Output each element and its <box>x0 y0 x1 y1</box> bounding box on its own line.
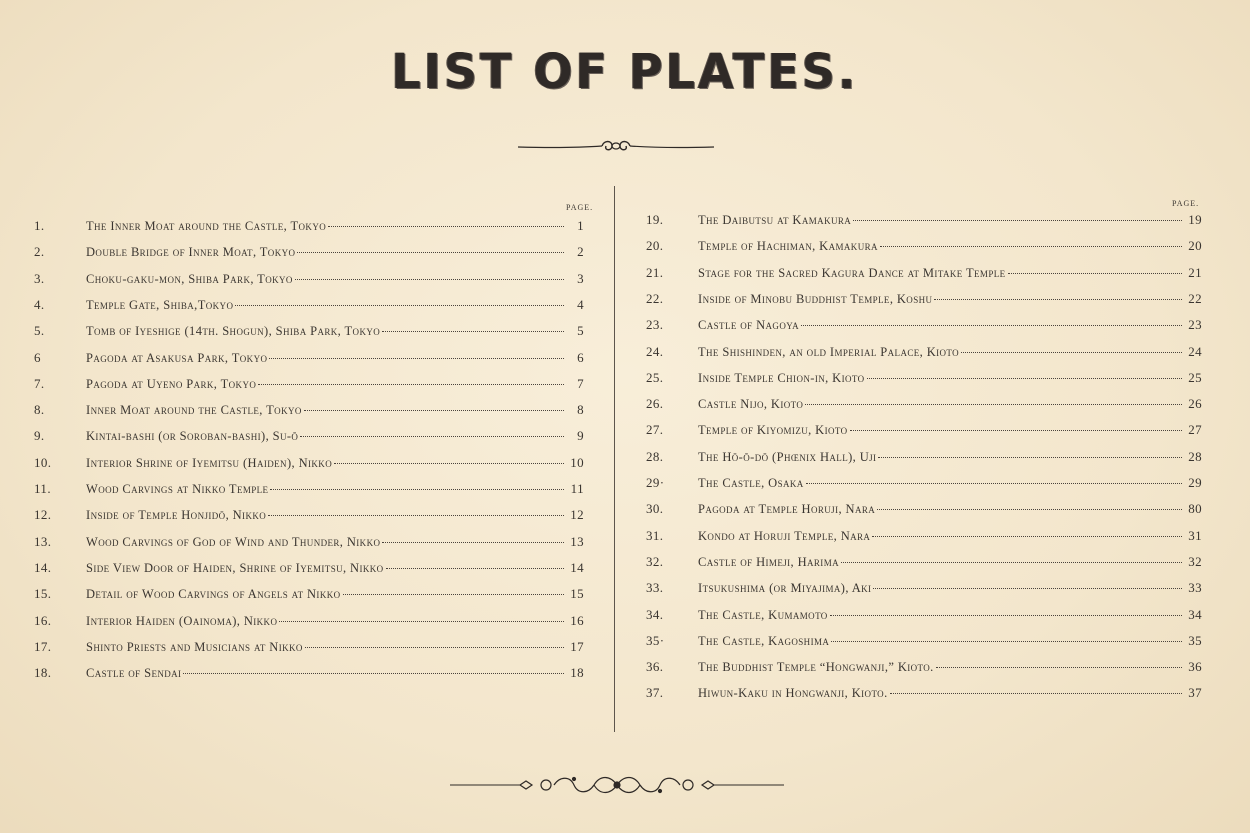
plate-number: 16. <box>34 612 52 628</box>
dotted-leader <box>880 246 1182 247</box>
plate-entry <box>34 481 584 501</box>
dotted-leader <box>300 436 564 437</box>
plate-title: Pagoda at Asakusa Park, Tokyo <box>86 350 268 365</box>
dotted-leader <box>877 509 1182 510</box>
plate-entry <box>646 317 1202 337</box>
plate-page-number: 26 <box>1188 396 1202 412</box>
dotted-leader <box>801 325 1182 326</box>
plate-number: 34. <box>646 606 664 622</box>
dotted-leader <box>853 220 1182 221</box>
plate-title: Double Bridge of Inner Moat, Tokyo <box>86 245 296 260</box>
plate-title: The Castle, Kagoshima <box>698 633 830 648</box>
plate-title: Interior Shrine of Iyemitsu (Haiden), Nikko <box>86 455 333 470</box>
dotted-leader <box>1008 273 1182 274</box>
plate-number: 5. <box>34 323 45 339</box>
dotted-leader <box>890 693 1182 694</box>
dotted-leader <box>873 588 1182 589</box>
plate-page-number: 31 <box>1188 527 1202 543</box>
plate-page-number: 9 <box>577 428 584 444</box>
plate-page-number: 80 <box>1188 501 1202 517</box>
plate-number: 21. <box>646 264 664 280</box>
plate-entry <box>34 534 584 554</box>
dotted-leader <box>183 673 564 674</box>
plate-entry <box>34 218 584 238</box>
plate-entry <box>34 665 584 685</box>
plate-page-number: 4 <box>577 296 584 312</box>
plate-entry <box>34 428 584 448</box>
plate-number: 23. <box>646 317 664 333</box>
plate-entry <box>646 528 1202 548</box>
plate-number: 18. <box>34 665 52 681</box>
dotted-leader <box>258 384 564 385</box>
plate-entry <box>34 613 584 633</box>
plate-number: 31. <box>646 527 664 543</box>
plate-number: 28. <box>646 448 664 464</box>
dotted-leader <box>328 226 564 227</box>
plate-title: The Castle, Kumamoto <box>698 607 828 622</box>
plate-title: Temple of Kiyomizu, Kioto <box>698 423 848 438</box>
dotted-leader <box>386 568 564 569</box>
plate-number: 13. <box>34 533 52 549</box>
plate-page-number: 29 <box>1188 475 1202 490</box>
dotted-leader <box>304 410 564 411</box>
plate-page-number: 36 <box>1188 659 1202 675</box>
plate-entry <box>646 291 1202 311</box>
plate-title: Temple Gate, Shiba,Tokyo <box>86 297 234 312</box>
dotted-leader <box>850 430 1182 431</box>
plate-title: Inside of Minobu Buddhist Temple, Koshu <box>698 291 933 306</box>
plate-page-number: 14 <box>570 559 584 575</box>
plate-number: 37. <box>646 685 664 701</box>
plate-title: Itsukushima (or Miyajima), Aki <box>698 581 872 596</box>
plate-title: Hiwun-Kaku in Hongwanji, Kioto. <box>698 686 888 701</box>
plate-number: 26. <box>646 396 664 412</box>
plate-entry <box>34 455 584 475</box>
dotted-leader <box>382 331 564 332</box>
plate-title: Interior Haiden (Oainoma), Nikko <box>86 613 278 628</box>
plate-page-number: 18 <box>570 665 584 681</box>
plate-entry <box>646 607 1202 627</box>
plate-title: Temple of Hachiman, Kamakura <box>698 239 878 254</box>
plate-page-number: 2 <box>577 244 584 260</box>
plate-number: 35· <box>646 632 665 648</box>
plate-number: 32. <box>646 553 664 569</box>
dotted-leader <box>268 515 564 516</box>
plate-number: 4. <box>34 296 45 312</box>
plate-title: Wood Carvings of God of Wind and Thunder, Nikko <box>86 534 381 549</box>
plate-page-number: 19 <box>1188 212 1202 227</box>
plate-page-number: 22 <box>1188 290 1202 306</box>
dotted-leader <box>961 352 1182 353</box>
column-divider <box>614 186 615 732</box>
dotted-leader <box>295 279 564 280</box>
plate-page-number: 23 <box>1188 317 1202 333</box>
plate-entry <box>34 350 584 370</box>
plate-page-number: 15 <box>570 586 584 602</box>
plate-title: The Shishinden, an old Imperial Palace, Kioto <box>698 344 960 359</box>
dotted-leader <box>235 305 564 306</box>
dotted-leader <box>936 667 1182 668</box>
plate-number: 24. <box>646 343 664 359</box>
dotted-leader <box>805 404 1182 405</box>
plate-number: 10. <box>34 454 52 470</box>
plate-page-number: 33 <box>1188 580 1202 596</box>
plate-entry <box>646 501 1202 521</box>
plate-page-number: 24 <box>1188 343 1202 359</box>
dotted-leader <box>934 299 1182 300</box>
plate-page-number: 37 <box>1188 685 1202 701</box>
plate-title: Castle of Sendai <box>86 666 182 681</box>
plate-title: The Buddhist Temple “Hongwanji,” Kioto. <box>698 660 934 675</box>
plate-entry <box>34 297 584 317</box>
plate-title: Inside of Temple Honjidō, Nikko <box>86 508 267 523</box>
plate-page-number: 16 <box>570 612 584 628</box>
plate-number: 19. <box>646 212 664 227</box>
plate-title: The Daibutsu at Kamakura <box>698 213 852 227</box>
flourish-ornament-icon <box>518 138 714 154</box>
plate-entry <box>646 370 1202 390</box>
plate-page-number: 32 <box>1188 553 1202 569</box>
plate-number: 20. <box>646 238 664 254</box>
dotted-leader <box>334 463 564 464</box>
plate-entry <box>646 475 1202 495</box>
plate-number: 22. <box>646 290 664 306</box>
plate-number: 33. <box>646 580 664 596</box>
plate-page-number: 8 <box>577 402 584 418</box>
plate-page-number: 5 <box>577 323 584 339</box>
plate-number: 11. <box>34 481 51 496</box>
plate-entry <box>34 586 584 606</box>
plate-page-number: 28 <box>1188 448 1202 464</box>
plate-title: Kondo at Horuji Temple, Nara <box>698 528 871 543</box>
dotted-leader <box>270 489 564 490</box>
plate-entry <box>34 271 584 291</box>
plate-title: The Castle, Osaka <box>698 476 804 490</box>
dotted-leader <box>867 378 1182 379</box>
plate-number: 30. <box>646 501 664 517</box>
plate-number: 29· <box>646 475 665 490</box>
plate-entry <box>646 265 1202 285</box>
dotted-leader <box>831 641 1182 642</box>
plate-entry <box>646 580 1202 600</box>
page-column-header-left: PAGE. <box>566 203 594 212</box>
dotted-leader <box>841 562 1182 563</box>
plate-entry <box>34 639 584 659</box>
plate-number: 6 <box>34 349 41 365</box>
plate-page-number: 11 <box>570 481 584 496</box>
plate-entry <box>34 244 584 264</box>
plate-title: Choku-gaku-mon, Shiba Park, Tokyo <box>86 271 293 286</box>
plate-number: 9. <box>34 428 45 444</box>
plate-number: 14. <box>34 559 52 575</box>
plate-page-number: 12 <box>570 507 584 523</box>
plate-page-number: 34 <box>1188 606 1202 622</box>
plate-number: 36. <box>646 659 664 675</box>
page-column-header-right: PAGE. <box>1172 199 1200 208</box>
plate-entry <box>34 507 584 527</box>
plate-entry <box>646 212 1202 232</box>
plate-page-number: 7 <box>577 375 584 391</box>
dotted-leader <box>297 252 564 253</box>
plate-entry <box>34 323 584 343</box>
plate-page-number: 13 <box>570 533 584 549</box>
dotted-leader <box>305 647 564 648</box>
plate-entry <box>646 685 1202 705</box>
plate-page-number: 10 <box>570 454 584 470</box>
plate-title: Castle of Himeji, Harima <box>698 554 839 569</box>
plate-entry <box>646 396 1202 416</box>
plate-entry <box>646 659 1202 679</box>
plate-title: Castle of Nagoya <box>698 318 800 333</box>
plate-title: The Hō-ō-dō (Phœnix Hall), Uji <box>698 449 877 464</box>
plate-title: Side View Door of Haiden, Shrine of Iyemitsu, Nikko <box>86 560 384 575</box>
plate-number: 3. <box>34 270 45 286</box>
plate-page-number: 20 <box>1188 238 1202 254</box>
plate-title: Inner Moat around the Castle, Tokyo <box>86 403 302 418</box>
plate-title: Inside Temple Chion-in, Kioto <box>698 370 865 385</box>
plate-number: 17. <box>34 638 52 654</box>
page-title: LIST OF PLATES. <box>391 42 859 100</box>
plate-title: Pagoda at Uyeno Park, Tokyo <box>86 376 257 391</box>
plate-number: 27. <box>646 422 664 438</box>
dotted-leader <box>830 615 1182 616</box>
plate-number: 12. <box>34 507 52 523</box>
dotted-leader <box>806 483 1182 484</box>
plate-entry <box>646 344 1202 364</box>
plate-number: 7. <box>34 375 45 391</box>
plate-title: Castle Nijo, Kioto <box>698 397 804 412</box>
plate-title: Detail of Wood Carvings of Angels at Nikko <box>86 587 341 602</box>
plate-number: 8. <box>34 402 45 418</box>
plate-entry <box>646 422 1202 442</box>
plate-entry <box>34 376 584 396</box>
plate-title: Pagoda at Temple Horuji, Nara <box>698 502 876 517</box>
decorative-border-ornament-icon <box>450 772 784 798</box>
plate-entry <box>646 238 1202 258</box>
dotted-leader <box>343 594 564 595</box>
plate-entry <box>646 633 1202 653</box>
plate-entry <box>34 560 584 580</box>
dotted-leader <box>872 536 1182 537</box>
plate-entry <box>646 554 1202 574</box>
plate-number: 15. <box>34 586 52 602</box>
plate-page-number: 27 <box>1188 422 1202 438</box>
plate-title: Stage for the Sacred Kagura Dance at Mitake Temple <box>698 265 1006 280</box>
plate-title: Kintai-bashi (or Soroban-bashi), Su-ō <box>86 429 299 444</box>
plate-number: 25. <box>646 369 664 385</box>
plate-page-number: 17 <box>570 638 584 654</box>
plate-page-number: 25 <box>1188 369 1202 385</box>
dotted-leader <box>878 457 1182 458</box>
plate-title: Wood Carvings at Nikko Temple <box>86 482 269 496</box>
plate-title: Shinto Priests and Musicians at Nikko <box>86 639 303 654</box>
plate-page-number: 3 <box>577 270 584 286</box>
plate-entry <box>646 449 1202 469</box>
plate-page-number: 1 <box>577 218 584 233</box>
plate-page-number: 6 <box>577 349 584 365</box>
dotted-leader <box>279 621 564 622</box>
plate-title: Tomb of Iyeshige (14th. Shogun), Shiba Park, Tokyo <box>86 324 381 339</box>
dotted-leader <box>269 358 564 359</box>
plate-entry <box>34 402 584 422</box>
dotted-leader <box>382 542 564 543</box>
plate-number: 1. <box>34 218 45 233</box>
plate-title: The Inner Moat around the Castle, Tokyo <box>86 219 327 233</box>
plate-number: 2. <box>34 244 45 260</box>
plate-page-number: 35 <box>1188 632 1202 648</box>
plate-page-number: 21 <box>1188 264 1202 280</box>
